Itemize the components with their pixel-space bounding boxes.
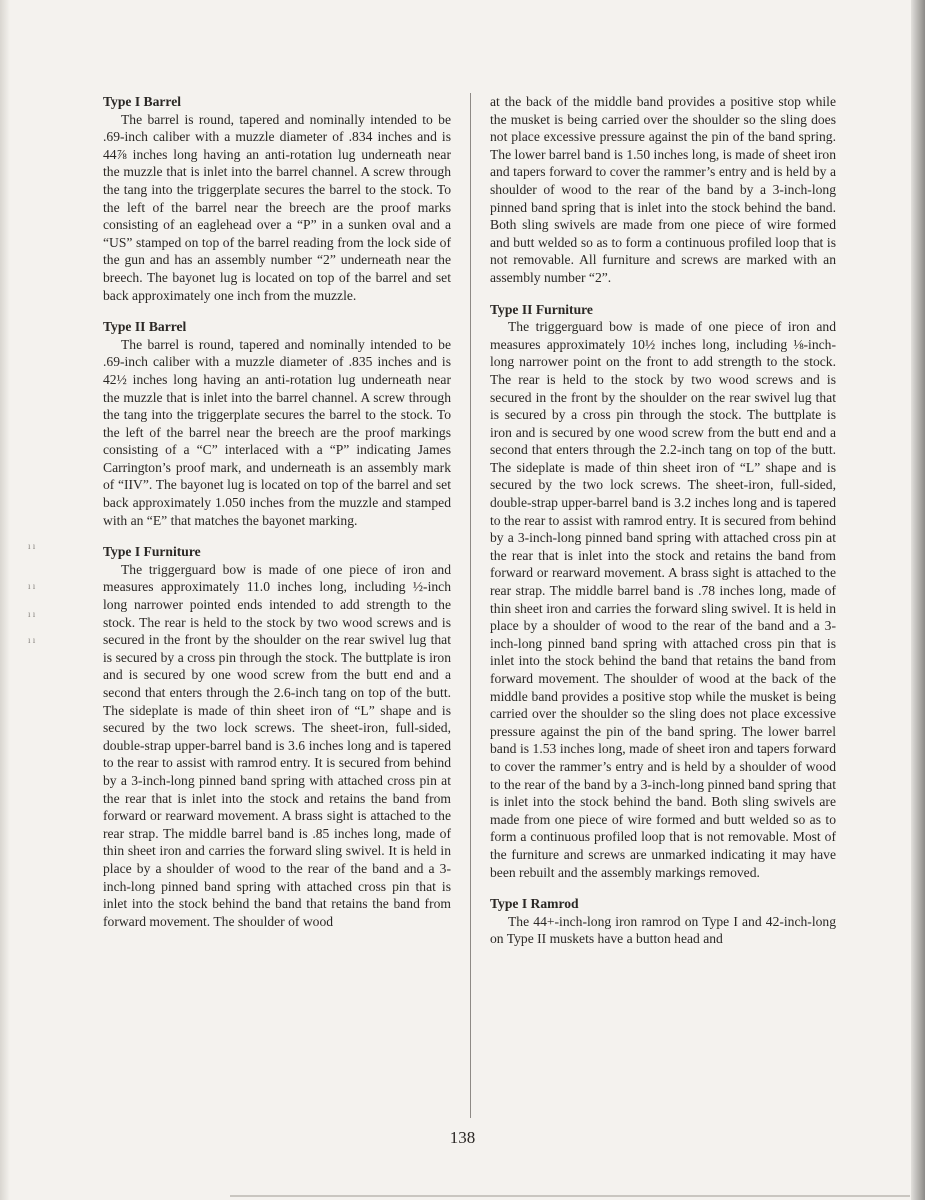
section-heading: Type I Furniture [103,544,201,560]
continued-text: at the back of the middle band provides a positive stop while the musket is being carried over the shoulder so the sling does not place excessive pressure against the pin of the band spring. The lower barrel band is 1.50 inches long, is made of sheet iron and tapers forward to cover the rammer’s entry and is held by a shoulder of wood to the rear of the band by a 3-inch-long pinned band spring that is inlet into the stock behind the band. Both sling swivels are made from one piece of wire formed and butt welded so as to form a continuous profiled loop that is not removable. All furniture and screws are marked with an assembly number “2”. [490,94,836,285]
section-type-i-ramrod [490,895,836,948]
section-type-i-furniture [103,543,451,930]
page-number: 138 [449,1128,476,1147]
bottom-rule [230,1195,910,1197]
column-divider [470,93,471,1118]
margin-marks: ı ı ı ı ı ı ı ı [28,541,36,645]
section-heading: Type I Barrel [103,94,182,109]
page-edge-left [0,0,10,1200]
section-type-i-barrel [103,93,451,304]
section-body: The triggerguard bow is made of one piece of iron and measures approximately 11.0 inches long, including ½-inch long narrower pointed ends intended to add strength to the stock. The rear is held to the stock by two wood screws and is secured in the front by the shoulder on the rear swivel lug that is secured by a cross pin through the stock. The buttplate is iron and is secured by one wood screw from the butt end and a second that enters through the 2.6-inch tang on top of the butt. The sideplate is made of thin sheet iron of “L” shape and is secured by the two lock screws. The sheet-iron, full-sided, double-strap upper-barrel band is 3.6 inches long and is tapered to the rear to assist with ramrod entry. It is secured from behind by a 3-inch-long pinned band spring with attached cross pin at the rear that is inlet into the stock and retains the band from forward or rearward movement. A brass sight is attached to the rear strap. The middle barrel band is .85 inches long, made of thin sheet iron and carries the forward sling swivel. It is held in place by a shoulder of wood to the rear of the band and a 3-inch-long pinned band spring with attached cross pin that is inlet into the stock behind the band that retains the band from forward movement. The shoulder of wood [103,561,451,929]
section-body: The barrel is round, tapered and nominally intended to be .69-inch caliber with a muzzle diameter of .835 inches and is 42½ inches long having an anti-rotation lug underneath near the muzzle that is inlet into the barrel channel. A screw through the tang into the triggerplate secures the barrel to the stock. To the left of the barrel near the breech are the proof markings consisting of a “C” interlaced with a “P” indicating James Carrington’s proof mark, and underneath is an assembly mark of “IIV”. The bayonet lug is located on top of the barrel and set back approximately 1.050 inches from the muzzle and stamped with an “E” that matches the bayonet marking. [103,336,451,528]
section-type-ii-barrel [103,318,451,529]
section-heading: Type II Furniture [490,301,593,317]
section-heading: Type I Ramrod [490,896,579,912]
right-column [490,93,836,962]
section-type-ii-furniture [490,301,836,882]
page-edge-right [911,0,925,1200]
section-body: The triggerguard bow is made of one piece of iron and measures approximately 10½ inches long, including ⅛-inch-long narrower point on the front to add strength to the stock. The rear is held to the stock by two wood screws and is secured in the front by the shoulder on the rear swivel lug that is secured by a cross pin through the stock. The buttplate is iron and is secured by one wood screw from the butt end and a second that enters through the 2.2-inch tang on top of the butt. The sideplate is made of thin sheet iron of “L” shape and is secured by the two lock screws. The sheet-iron, full-sided, double-strap upper-barrel band is 3.2 inches long and is tapered to the rear to assist with ramrod entry. It is secured from behind by a 3-inch-long pinned band spring with attached cross pin at the rear that is inlet into the stock and retains the band from forward or rearward movement. A brass sight is attached to the rear strap. The middle barrel band is .78 inches long, made of thin sheet iron and carries the forward sling swivel. It is held in place by a shoulder of wood to the rear of the band and a 3-inch-long pinned band spring with attached cross pin that is inlet into the stock behind the band that retains the band from forward movement. The shoulder of wood at the back of the middle band provides a positive stop while the musket is being carried over the shoulder so the sling does not place excessive pressure against the pin of the band spring. The lower barrel band is 1.53 inches long, made of sheet iron and tapers forward to cover the rammer’s entry and is held by a shoulder of wood to the rear of the band by a 3-inch-long pinned band spring that is inlet into the stock behind the band. Both sling swivels are made from one piece of wire formed and butt welded so as to form a continuous profiled loop that is not removable. Most of the furniture and screws are unmarked indicating it may have been rebuilt and the assembly markings removed. [490,319,836,880]
section-body: The 44+-inch-long iron ramrod on Type I and 42-inch-long on Type II muskets have a button head and [490,913,836,947]
section-heading: Type II Barrel [103,319,187,335]
section-body: The barrel is round, tapered and nominally intended to be .69-inch caliber with a muzzle diameter of .834 inches and is 44⅞ inches long having an anti-rotation lug underneath near the muzzle that is inlet into the barrel channel. A screw through the tang into the triggerplate secures the barrel to the stock. To the left of the barrel near the breech are the proof marks consisting of an eaglehead over a “P” in a sunken oval and a “US” stamped on top of the barrel reading from the lock side of the gun and has an assembly number “2” underneath near the breech. The bayonet lug is located on top of the barrel and set back approximately one inch from the muzzle. [103,111,451,303]
section-continuation [490,93,836,287]
left-column [103,93,451,944]
